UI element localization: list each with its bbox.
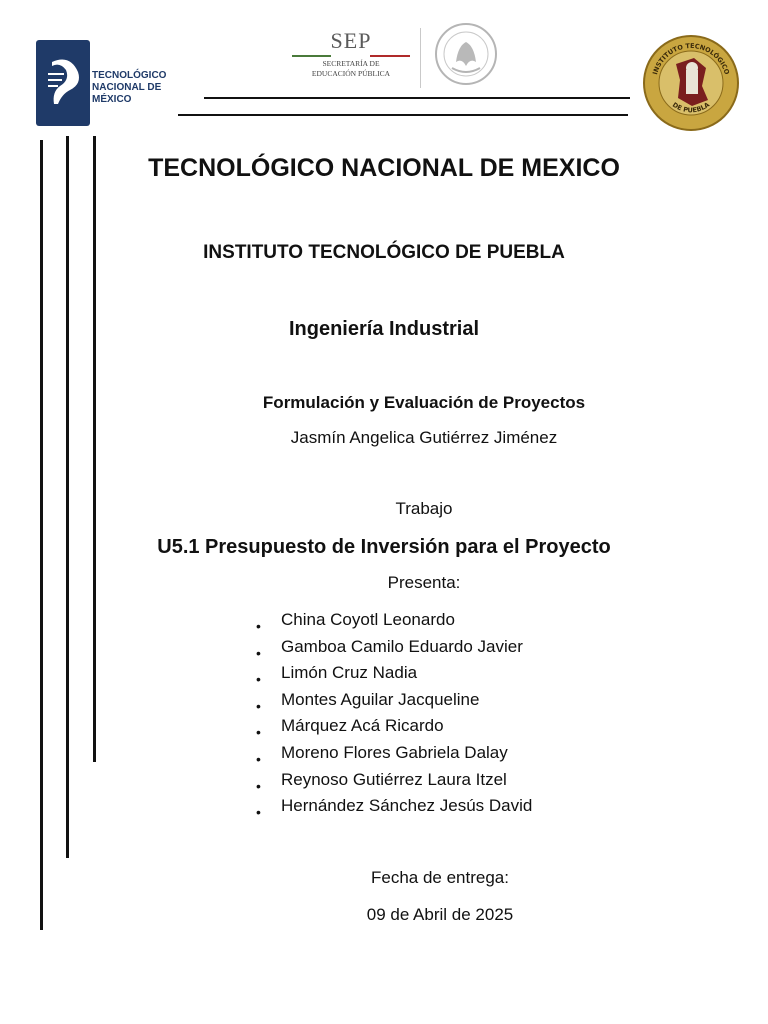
mexico-seal-icon (434, 22, 498, 86)
svg-text:INSTITUTO TECNOLÓGICO (651, 42, 731, 76)
document-title: TECNOLÓGICO NACIONAL DE MEXICO (148, 154, 620, 182)
presenta-label: Presenta: (387, 573, 461, 592)
itp-logo-text-bottom: DE PUEBLA (670, 100, 712, 115)
student-name: Reynoso Gutiérrez Laura Itzel (281, 769, 507, 789)
student-name: China Coyotl Leonardo (281, 610, 455, 629)
logo-divider (420, 28, 421, 88)
student-item (255, 770, 532, 797)
student-name: Limón Cruz Nadia (281, 663, 418, 683)
student-list (255, 610, 532, 823)
sep-logo-title: SEP (330, 28, 372, 53)
student-name: Gamboa Camilo Eduardo Javier (281, 636, 523, 656)
student-name: Hernández Sánchez Jesús David (281, 796, 533, 816)
tecnm-logo-line-1: TECNOLÓGICO (92, 70, 167, 81)
bullet-icon: • (256, 618, 261, 634)
student-name: Montes Aguilar Jacqueline (281, 689, 480, 709)
vertical-rule-3 (93, 136, 96, 762)
bullet-icon: • (256, 777, 261, 794)
bullet-icon: • (256, 697, 261, 714)
itp-logo-ring-text (642, 34, 740, 132)
svg-text:DE PUEBLA (671, 101, 711, 115)
sep-logo (292, 28, 410, 84)
student-item (255, 690, 532, 717)
student-item (255, 796, 532, 823)
career-name: Ingeniería Industrial (288, 318, 480, 340)
bullet-icon: • (256, 671, 261, 688)
student-name: Moreno Flores Gabriela Dalay (281, 742, 508, 762)
teacher-name: Jasmín Angelica Gutiérrez Jiménez (290, 428, 558, 447)
student-item (255, 663, 532, 690)
bullet-icon: • (256, 724, 261, 741)
tecnm-logo (36, 40, 196, 130)
student-item (255, 637, 532, 664)
sep-logo-tricolor-bar (292, 55, 410, 57)
student-item (255, 610, 532, 637)
due-date-label: Fecha de entrega: (371, 868, 509, 887)
student-name: Márquez Acá Ricardo (281, 716, 444, 736)
itp-logo (642, 34, 740, 132)
sep-logo-subtitle-1: SECRETARÍA DE (322, 59, 380, 68)
student-item (255, 716, 532, 743)
tecnm-gear-icon (36, 40, 90, 126)
due-date: 09 de Abril de 2025 (366, 905, 514, 924)
itp-logo-text-top: INSTITUTO TECNOLÓGICO (651, 41, 731, 76)
header-rule-bottom (178, 114, 628, 116)
header-rule-top (204, 97, 630, 99)
work-label: Trabajo (395, 499, 453, 518)
institute-name: INSTITUTO TECNOLÓGICO DE PUEBLA (203, 242, 565, 263)
sep-logo-subtitle-2: EDUCACIÓN PÚBLICA (311, 69, 391, 78)
work-title: U5.1 Presupuesto de Inversión para el Proyecto (157, 536, 611, 558)
tecnm-logo-line-2: NACIONAL DE MÉXICO (92, 82, 162, 105)
student-item (255, 743, 532, 770)
bullet-icon: • (256, 804, 261, 821)
bullet-icon: • (256, 644, 261, 661)
subject-name: Formulación y Evaluación de Proyectos (262, 393, 586, 412)
bullet-icon: • (256, 750, 261, 767)
